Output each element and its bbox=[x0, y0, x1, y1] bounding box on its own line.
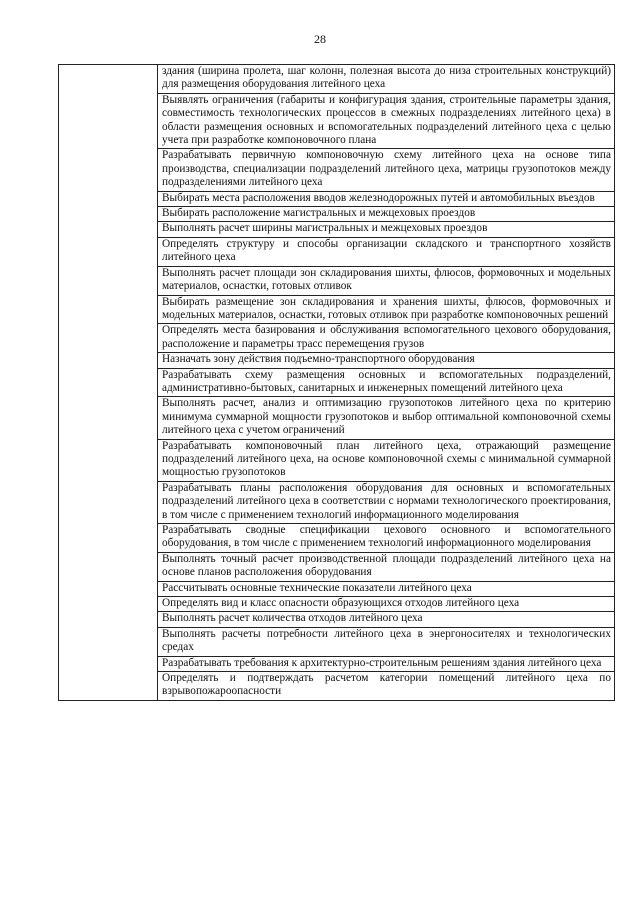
skills-table bbox=[58, 64, 615, 701]
table-cell-text: Разрабатывать первичную компоновочную схему литейного цеха на основе типа производства, специализации подразделений литейного цеха, матрицы грузопотоков между подразделениями литейного цеха bbox=[158, 149, 615, 191]
table-cell-text: Разрабатывать схему размещения основных и вспомогательных подразделений, административно-бытовых, санитарных и инженерных помещений литейного цеха bbox=[158, 368, 615, 397]
table-cell-text: Выполнять расчет ширины магистральных и межцеховых проездов bbox=[158, 222, 615, 237]
table-cell-text: Разрабатывать требования к архитектурно-строительным решениям здания литейного цеха bbox=[158, 656, 615, 671]
table-cell-text: Определять места базирования и обслуживания вспомогательного цехового оборудования, расположение и параметры трасс перемещения грузов bbox=[158, 324, 615, 353]
page-number: 28 bbox=[314, 32, 326, 46]
empty-left-cell bbox=[59, 65, 158, 701]
table-cell-text: здания (ширина пролета, шаг колонн, полезная высота до низа строительных конструкций) для размещения оборудования литейного цеха bbox=[158, 65, 615, 94]
table-cell-text: Выполнять расчет количества отходов литейного цеха bbox=[158, 612, 615, 627]
table-cell-text: Определять структуру и способы организации складского и транспортного хозяйств литейного цеха bbox=[158, 237, 615, 266]
skills-table-body bbox=[59, 65, 615, 701]
table-cell-text: Выполнять расчеты потребности литейного цеха в энергоносителях и технологических средах bbox=[158, 627, 615, 656]
table-row bbox=[59, 65, 615, 94]
table-cell-text: Выполнять расчет, анализ и оптимизацию грузопотоков литейного цеха по критерию минимума суммарной мощности грузопотоков и выбор оптимальной компоновочной схемы литейного цеха с учетом ограничений bbox=[158, 397, 615, 439]
table-cell-text: Выбирать места расположения вводов железнодорожных путей и автомобильных въездов bbox=[158, 191, 615, 206]
table-cell-text: Разрабатывать сводные спецификации цехового основного и вспомогательного оборудования, в том числе с применением технологий информационного моделирования bbox=[158, 524, 615, 553]
table-cell-text: Выявлять ограничения (габариты и конфигурация здания, строительные параметры здания, совместимость технологических процессов в смежных подразделениях литейного цеха) в области размещения основных и вспомогательных подразделений литейного цеха с целью учета при разработке компоновочного плана bbox=[158, 93, 615, 149]
table-cell-text: Рассчитывать основные технические показатели литейного цеха bbox=[158, 581, 615, 596]
table-cell-text: Разрабатывать компоновочный план литейного цеха, отражающий размещение подразделений литейного цеха, на основе компоновочной схемы с минимальной суммарной мощностью грузопотоков bbox=[158, 439, 615, 481]
table-cell-text: Назначать зону действия подъемно-транспортного оборудования bbox=[158, 353, 615, 368]
table-cell-text: Разрабатывать планы расположения оборудования для основных и вспомогательных подразделений литейного цеха в соответствии с нормами технологического проектирования, в том числе с применением технологий информационного моделирования bbox=[158, 481, 615, 523]
table-cell-text: Выполнять расчет площади зон складирования шихты, флюсов, формовочных и модельных материалов, оснастки, готовых отливок bbox=[158, 266, 615, 295]
table-cell-text: Определять вид и класс опасности образующихся отходов литейного цеха bbox=[158, 597, 615, 612]
table-cell-text: Выполнять точный расчет производственной площади подразделений литейного цеха на основе планов расположения оборудования bbox=[158, 552, 615, 581]
table-cell-text: Выбирать размещение зон складирования и хранения шихты, флюсов, формовочных и модельных материалов, оснастки, готовых отливок при разработке компоновочных решений bbox=[158, 295, 615, 324]
table-cell-text: Выбирать расположение магистральных и межцеховых проездов bbox=[158, 207, 615, 222]
table-cell-text: Определять и подтверждать расчетом категории помещений литейного цеха по взрывопожароопасности bbox=[158, 672, 615, 701]
